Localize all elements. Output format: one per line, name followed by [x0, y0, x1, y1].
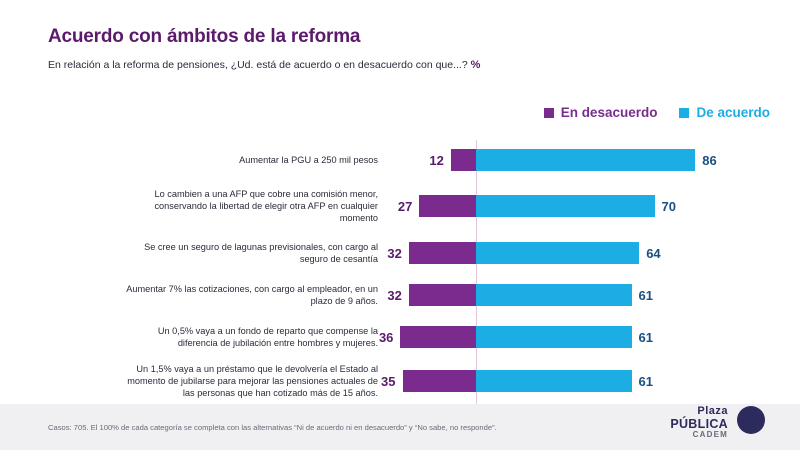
- page-title: Acuerdo con ámbitos de la reforma: [48, 26, 361, 47]
- chart-row-label: [48, 325, 388, 349]
- agree-bar: [476, 195, 655, 217]
- disagree-bar: [451, 149, 476, 171]
- agree-value: 86: [702, 152, 717, 168]
- brand-logo-line1: Plaza: [697, 404, 728, 417]
- disagree-bar-group: [398, 195, 476, 217]
- brand-logo-text: [670, 406, 728, 439]
- chart-row-bars: [388, 180, 754, 232]
- legend-swatch-agree: [679, 108, 689, 118]
- agree-bar: [476, 284, 632, 306]
- chart-row-label: [48, 363, 388, 399]
- chart-row-label-line: Aumentar 7% las cotizaciones, con cargo al empleador, en un: [126, 283, 378, 294]
- disagree-value: 36: [378, 329, 394, 345]
- chart-row-label-line: momento: [339, 213, 378, 224]
- brand-logo: [670, 405, 766, 440]
- disagree-bar-group: [381, 370, 476, 392]
- chart-row-label-line: Un 0,5% vaya a un fondo de reparto que compense la: [157, 325, 378, 336]
- chart-row-label-line: Lo cambien a una AFP que cobre una comisión menor,: [154, 188, 378, 199]
- agree-value: 61: [638, 329, 654, 345]
- disagree-bar: [409, 284, 476, 306]
- agree-value: 61: [638, 287, 654, 303]
- agree-bar-group: [476, 242, 661, 264]
- legend-label-disagree: En desacuerdo: [560, 105, 658, 120]
- chart-row-label-line: Se cree un seguro de lagunas previsionales, con cargo al: [144, 241, 378, 252]
- disagree-bar: [400, 326, 476, 348]
- subtitle-text: En relación a la reforma de pensiones, ¿Ud. está de acuerdo o en desacuerdo con que...?: [48, 59, 468, 71]
- legend-item-agree: [679, 105, 770, 120]
- disagree-bar-group: [379, 326, 476, 348]
- disagree-bar-group: [429, 149, 476, 171]
- agree-value: 64: [646, 245, 661, 261]
- legend-item-disagree: [544, 105, 658, 120]
- chart-row-label-line: Aumentar la PGU a 250 mil pesos: [239, 154, 378, 165]
- agree-bar: [476, 326, 632, 348]
- chart-row-label-line: seguro de cesantía: [299, 254, 378, 264]
- chart-row-bars: [388, 274, 754, 316]
- agree-value: 70: [661, 198, 676, 214]
- chart-row: [48, 316, 754, 358]
- chart-row-label-line: Un 1,5% vaya a un préstamo que le devolvería el Estado al: [136, 363, 378, 374]
- chart-row-bars: [381, 358, 754, 404]
- subtitle-percent-symbol: %: [470, 59, 481, 71]
- agree-bar: [476, 149, 695, 171]
- agree-bar: [476, 370, 632, 392]
- disagree-value: 35: [381, 373, 396, 389]
- chart-legend: [544, 105, 770, 120]
- chart-row-label-line: diferencia de jubilación entre hombres y mujeres.: [177, 338, 378, 348]
- chart-row-label: [48, 188, 388, 224]
- agree-bar-group: [476, 326, 653, 348]
- disagree-bar: [409, 242, 476, 264]
- legend-label-agree: De acuerdo: [696, 105, 770, 120]
- diverging-bar-chart: [48, 140, 754, 399]
- chart-row-bars: [388, 140, 754, 180]
- chart-row-label: [48, 154, 388, 166]
- disagree-value: 12: [429, 152, 444, 168]
- page-subtitle: [48, 59, 480, 71]
- chart-row-label-line: las personas que han cotizado más de 15 años.: [182, 388, 378, 399]
- chart-row-bars: [388, 232, 754, 274]
- brand-logo-line2: PÚBLICA: [670, 416, 728, 431]
- agree-bar-group: [476, 195, 676, 217]
- disagree-value: 32: [387, 245, 402, 261]
- agree-bar-group: [476, 284, 653, 306]
- disagree-bar: [403, 370, 477, 392]
- brand-mark-icon: [736, 405, 766, 440]
- brand-logo-line3: CADEM: [692, 429, 728, 439]
- chart-row: [48, 232, 754, 274]
- disagree-value: 32: [387, 287, 402, 303]
- chart-row-label-line: plazo de 9 años.: [310, 296, 378, 306]
- agree-bar-group: [476, 370, 653, 392]
- chart-row: [48, 180, 754, 232]
- chart-row: [48, 274, 754, 316]
- agree-value: 61: [638, 373, 654, 389]
- disagree-bar-group: [387, 242, 476, 264]
- chart-row-label: [48, 241, 388, 265]
- chart-row: [48, 140, 754, 180]
- agree-bar: [476, 242, 639, 264]
- legend-swatch-disagree: [544, 108, 554, 118]
- chart-row-bars: [378, 316, 754, 358]
- chart-row-label-line: momento de jubilarse para mejorar las pensiones actuales de: [127, 375, 378, 386]
- disagree-value: 27: [397, 198, 413, 214]
- footer-note: Casos: 705. El 100% de cada categoría se completa con las alternativas “Ni de acuerdo ni en desacuerdo” y “No sabe, no responde”.: [48, 423, 497, 432]
- disagree-bar: [419, 195, 476, 217]
- disagree-bar-group: [387, 284, 476, 306]
- chart-row-label: [48, 283, 388, 307]
- chart-row-label-line: conservando la libertad de elegir otra AFP en cualquier: [154, 200, 378, 211]
- chart-row: [48, 358, 754, 404]
- agree-bar-group: [476, 149, 717, 171]
